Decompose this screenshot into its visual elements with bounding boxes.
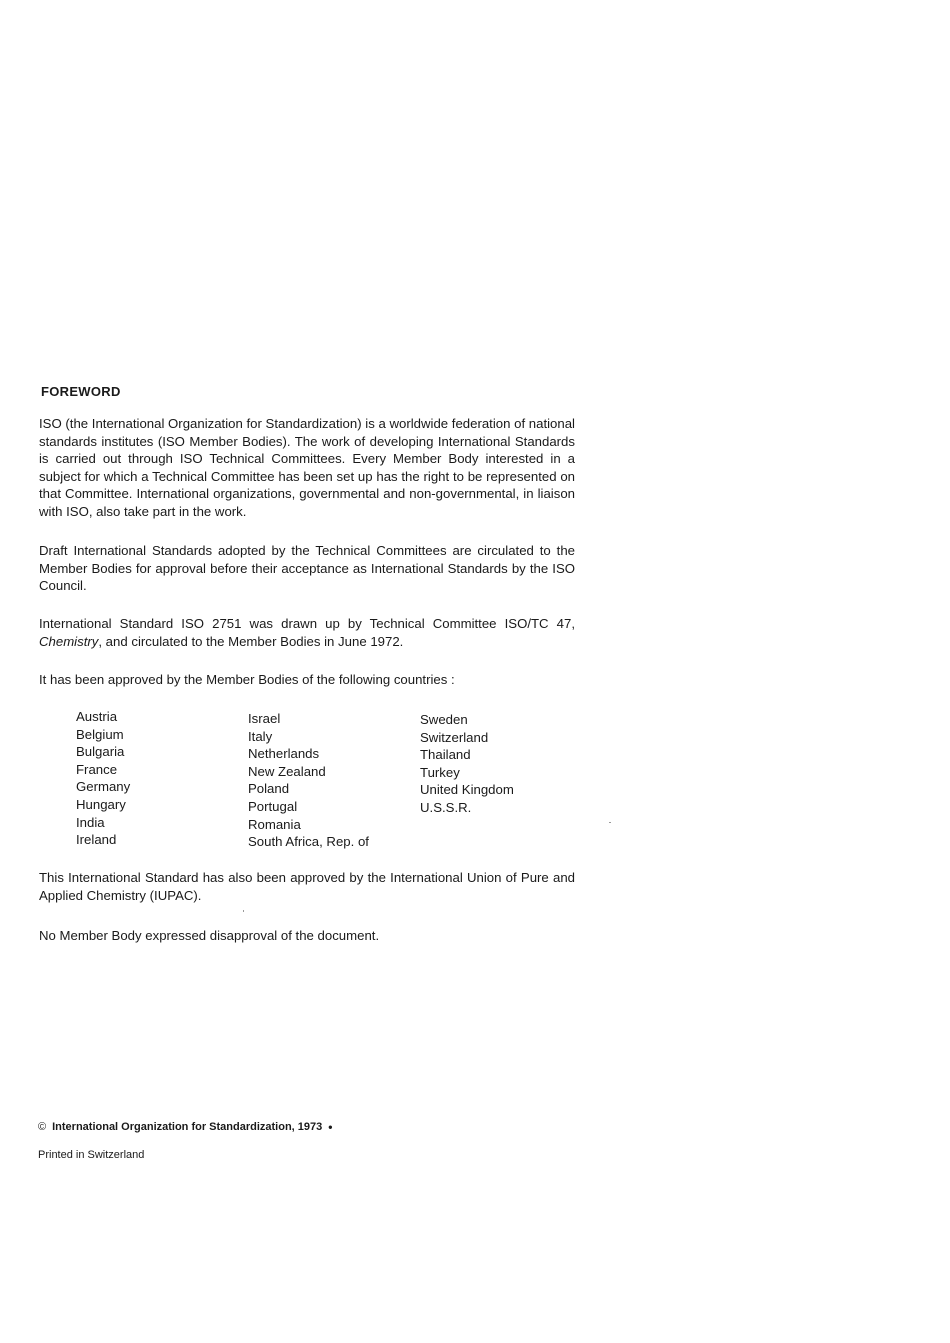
country-item: Netherlands [248, 746, 320, 762]
countries-column-1 [76, 708, 248, 851]
country-item: U.S.S.R. [420, 799, 472, 815]
foreword-paragraph-iupac: This International Standard has also been approved by the International Union of Pure and Applied Chemistry (IUPAC). [39, 870, 575, 903]
country-item: Turkey [420, 764, 460, 780]
standard-origin-text-start: International Standard ISO 2751 was drawn up by Technical Committee ISO/TC 47, [39, 616, 575, 631]
country-item: South Africa, Rep. of [248, 834, 369, 850]
country-item: Germany [76, 779, 131, 795]
printed-in-note: Printed in Switzerland [38, 1149, 145, 1161]
copyright-icon: © [38, 1121, 47, 1133]
country-item: Switzerland [420, 729, 489, 745]
country-item: Portugal [248, 798, 298, 814]
foreword-paragraph-approval: It has been approved by the Member Bodies of the following countries : [39, 672, 455, 687]
countries-column-3 [420, 711, 580, 851]
foreword-paragraph-iso-intro: ISO (the International Organization for Standardization) is a worldwide federation of national standards institutes (ISO Member Bodies). The work of developing International Standards is carried out through ISO Technical Committees. Every Member Body interested in a subject for which a Technical Committee has been set up has the right to be represented on that Committee. International organizations, governmental and non-governmental, in liaison with ISO, also take part in the work. [39, 416, 575, 519]
country-item: Ireland [76, 832, 117, 848]
country-item: Austria [76, 709, 118, 724]
country-item: Poland [248, 781, 290, 797]
countries-column-2 [248, 710, 420, 851]
country-item: New Zealand [248, 763, 326, 779]
country-item: France [76, 761, 118, 777]
copyright-line [38, 1120, 332, 1134]
scan-speck [609, 822, 611, 823]
country-item: Hungary [76, 796, 126, 812]
country-item: Belgium [76, 726, 124, 742]
standard-origin-text-end: , and circulated to the Member Bodies in June 1972. [98, 633, 404, 649]
country-item: Sweden [420, 712, 468, 727]
foreword-paragraph-no-disapproval: No Member Body expressed disapproval of the document. [39, 928, 380, 943]
country-item: India [76, 814, 105, 830]
country-item: Thailand [420, 747, 471, 763]
country-item: Romania [248, 816, 301, 832]
foreword-paragraph-standard-origin [39, 615, 575, 650]
country-item: Israel [248, 711, 281, 726]
copyright-text: International Organization for Standardization, 1973 [52, 1121, 323, 1133]
foreword-paragraph-drafts: Draft International Standards adopted by the Technical Committees are circulated to the Member Bodies for approval before their acceptance as International Standards by the ISO Council. [39, 543, 575, 594]
country-item: United Kingdom [420, 782, 514, 798]
scan-speck [243, 910, 244, 912]
country-item: Italy [248, 728, 273, 744]
foreword-heading: FOREWORD [41, 384, 121, 399]
approving-countries-list [76, 708, 580, 851]
bullet-icon: • [328, 1120, 333, 1134]
committee-name-chemistry: Chemistry [39, 633, 99, 649]
country-item: Bulgaria [76, 744, 125, 760]
